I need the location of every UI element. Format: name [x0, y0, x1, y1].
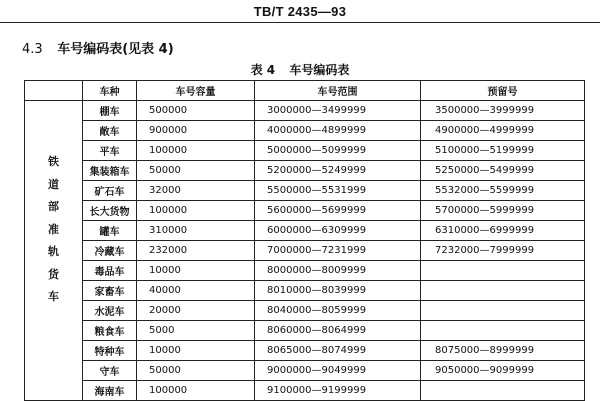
- range-cell: 7000000—7231999: [255, 241, 421, 261]
- category-char: 车: [48, 290, 59, 303]
- range-cell: 4000000—4899999: [255, 121, 421, 141]
- range-cell: 8060000—8064999: [255, 321, 421, 341]
- category-char: 准: [48, 222, 59, 236]
- table-caption: [0, 61, 600, 78]
- capacity-cell: 32000: [137, 181, 255, 201]
- reserved-cell: 5700000—5999999: [421, 201, 585, 221]
- car-type-cell: 矿石车: [83, 181, 137, 201]
- header-capacity: 车号容量: [137, 81, 255, 101]
- category-char: 道: [48, 177, 59, 191]
- reserved-cell: 5250000—5499999: [421, 161, 585, 181]
- document-header: TB/T 2435—93: [253, 4, 347, 19]
- capacity-cell: 50000: [137, 361, 255, 381]
- range-cell: 6000000—6309999: [255, 221, 421, 241]
- reserved-cell: 8075000—8999999: [421, 341, 585, 361]
- reserved-cell: 5532000—5599999: [421, 181, 585, 201]
- range-cell: 3000000—3499999: [255, 101, 421, 121]
- car-type-cell: 毒品车: [83, 261, 137, 281]
- capacity-cell: 310000: [137, 221, 255, 241]
- reserved-cell: [421, 301, 585, 321]
- capacity-cell: 10000: [137, 341, 255, 361]
- table-caption-title: 车号编码表: [289, 63, 350, 77]
- range-cell: 5600000—5699999: [255, 201, 421, 221]
- category-cell: [25, 101, 83, 401]
- car-type-cell: 平车: [83, 141, 137, 161]
- car-type-cell: 海南车: [83, 381, 137, 401]
- reserved-cell: 3500000—3999999: [421, 101, 585, 121]
- car-type-cell: 水泥车: [83, 301, 137, 321]
- reserved-cell: 7232000—7999999: [421, 241, 585, 261]
- header-category: [25, 81, 83, 101]
- car-type-cell: 敞车: [83, 121, 137, 141]
- table-row: [25, 361, 585, 381]
- reserved-cell: 6310000—6999999: [421, 221, 585, 241]
- capacity-cell: 900000: [137, 121, 255, 141]
- capacity-cell: 5000: [137, 321, 255, 341]
- capacity-cell: 20000: [137, 301, 255, 321]
- table-row: [25, 141, 585, 161]
- capacity-cell: 50000: [137, 161, 255, 181]
- capacity-cell: 100000: [137, 141, 255, 161]
- table-row: [25, 301, 585, 321]
- table-row: [25, 121, 585, 141]
- range-cell: 9000000—9049999: [255, 361, 421, 381]
- table-row: [25, 241, 585, 261]
- table-row: [25, 101, 585, 121]
- section-heading: [22, 38, 174, 57]
- car-code-table: [24, 80, 585, 401]
- header-car-type: 车种: [83, 81, 137, 101]
- car-type-cell: 守车: [83, 361, 137, 381]
- capacity-cell: 232000: [137, 241, 255, 261]
- section-number: 4.3: [22, 42, 43, 57]
- capacity-cell: 10000: [137, 261, 255, 281]
- section-title: 车号编码表(见表 4): [57, 42, 174, 57]
- category-char: 货: [48, 267, 59, 281]
- category-char: 轨: [48, 245, 59, 258]
- reserved-cell: 4900000—4999999: [421, 121, 585, 141]
- range-cell: 8040000—8059999: [255, 301, 421, 321]
- table-row: [25, 341, 585, 361]
- table-row: [25, 381, 585, 401]
- range-cell: 5200000—5249999: [255, 161, 421, 181]
- reserved-cell: [421, 321, 585, 341]
- table-row: [25, 281, 585, 301]
- capacity-cell: 100000: [137, 381, 255, 401]
- car-type-cell: 粮食车: [83, 321, 137, 341]
- car-type-cell: 长大货物: [83, 201, 137, 221]
- reserved-cell: [421, 281, 585, 301]
- table-row: [25, 181, 585, 201]
- range-cell: 9100000—9199999: [255, 381, 421, 401]
- table-row: [25, 161, 585, 181]
- table-row: [25, 321, 585, 341]
- car-type-cell: 冷藏车: [83, 241, 137, 261]
- reserved-cell: [421, 261, 585, 281]
- table-row: [25, 201, 585, 221]
- range-cell: 8010000—8039999: [255, 281, 421, 301]
- category-char: 部: [48, 200, 59, 213]
- reserved-cell: 9050000—9099999: [421, 361, 585, 381]
- capacity-cell: 40000: [137, 281, 255, 301]
- category-char: 铁: [48, 155, 59, 168]
- range-cell: 5000000—5099999: [255, 141, 421, 161]
- car-type-cell: 家畜车: [83, 281, 137, 301]
- table-row: [25, 221, 585, 241]
- car-type-cell: 集装箱车: [83, 161, 137, 181]
- reserved-cell: [421, 381, 585, 401]
- table-caption-number: 表 4: [250, 63, 276, 77]
- car-type-cell: 特种车: [83, 341, 137, 361]
- header-range: 车号范围: [255, 81, 421, 101]
- header-reserved: 预留号: [421, 81, 585, 101]
- table-body: [25, 101, 585, 401]
- header-divider: [0, 22, 600, 23]
- reserved-cell: 5100000—5199999: [421, 141, 585, 161]
- range-cell: 8000000—8009999: [255, 261, 421, 281]
- car-type-cell: 罐车: [83, 221, 137, 241]
- range-cell: 5500000—5531999: [255, 181, 421, 201]
- capacity-cell: 500000: [137, 101, 255, 121]
- table-header-row: [25, 81, 585, 101]
- range-cell: 8065000—8074999: [255, 341, 421, 361]
- table-row: [25, 261, 585, 281]
- capacity-cell: 100000: [137, 201, 255, 221]
- car-type-cell: 棚车: [83, 101, 137, 121]
